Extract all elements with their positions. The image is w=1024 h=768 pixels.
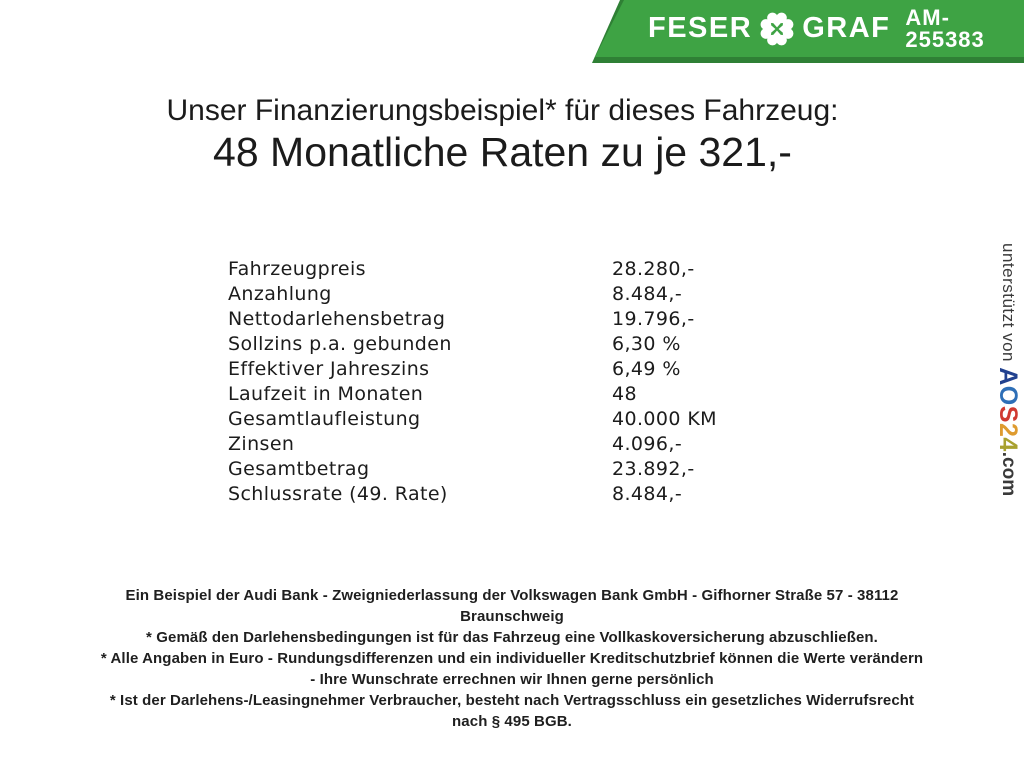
title-line-2: 48 Monatliche Raten zu je 321,-: [213, 129, 792, 175]
row-value: 23.892,-: [612, 457, 695, 480]
row-value: 8.484,-: [612, 482, 683, 505]
aos24-logo-letter: 4: [994, 437, 1022, 452]
dealer-banner: [580, 0, 1024, 63]
table-row: [228, 381, 717, 406]
disclaimer-line: * Gemäß den Darlehensbedingungen ist für das Fahrzeug eine Vollkaskoversicherung abzuschließen.: [146, 629, 878, 646]
table-row: [228, 356, 717, 381]
supported-by-text: unterstützt von: [999, 243, 1018, 368]
row-value: 19.796,-: [612, 307, 695, 330]
title-block: [0, 93, 1005, 175]
brand-name-graf: GRAF: [802, 12, 891, 44]
brand-name-feser: FESER: [648, 12, 753, 44]
aos24-logo-suffix: .com: [998, 451, 1019, 497]
banner-content: [580, 0, 1024, 57]
aos24-logo-letter: O: [994, 385, 1022, 406]
table-row: [228, 481, 717, 506]
row-value: 28.280,-: [612, 257, 695, 280]
table-row: [228, 456, 717, 481]
row-label: Fahrzeugpreis: [228, 257, 366, 280]
supported-by-watermark: [995, 243, 1020, 496]
row-label: Anzahlung: [228, 282, 332, 305]
table-row: [228, 256, 717, 281]
disclaimer-line: * Alle Angaben in Euro - Rundungsdifferenzen und ein individueller Kreditschutzbrief können die Werte verändern: [100, 650, 924, 667]
row-label: Sollzins p.a. gebunden: [228, 332, 452, 355]
row-label: Effektiver Jahreszins: [228, 357, 430, 380]
row-value: 48: [612, 382, 637, 405]
table-row: [228, 331, 717, 356]
vehicle-ref-number: AM-255383: [905, 4, 985, 52]
table-row: [228, 406, 717, 431]
row-label: Schlussrate (49. Rate): [228, 482, 448, 505]
disclaimer-line: * Ist der Darlehens-/Leasingnehmer Verbraucher, besteht nach Vertragsschluss ein gesetzliches Widerrufsrecht: [109, 692, 915, 709]
disclaimer-line: Ein Beispiel der Audi Bank - Zweigniederlassung der Volkswagen Bank GmbH - Gifhorner Straße 57 - 38112: [125, 587, 899, 604]
disclaimer-line: nach § 495 BGB.: [452, 713, 572, 730]
finance-table: [228, 256, 717, 506]
row-value: 6,49 %: [612, 357, 681, 380]
row-label: Nettodarlehensbetrag: [228, 307, 446, 330]
row-label: Gesamtbetrag: [228, 457, 370, 480]
aos24-logo-letter: S: [994, 405, 1022, 423]
table-row: [228, 431, 717, 456]
row-value: 4.096,-: [612, 432, 683, 455]
table-row: [228, 281, 717, 306]
row-label: Zinsen: [228, 432, 295, 455]
disclaimer-line: - Ihre Wunschrate errechnen wir Ihnen gerne persönlich: [310, 671, 714, 688]
row-label: Gesamtlaufleistung: [228, 407, 421, 430]
row-value: 6,30 %: [612, 332, 681, 355]
disclaimer-line: Braunschweig: [460, 608, 564, 625]
table-row: [228, 306, 717, 331]
aos24-logo-letter: 2: [994, 422, 1022, 438]
row-label: Laufzeit in Monaten: [228, 382, 424, 405]
footer-disclaimer: [0, 585, 1024, 732]
clover-icon: [759, 11, 795, 47]
row-value: 8.484,-: [612, 282, 683, 305]
aos24-logo-letter: A: [994, 367, 1022, 386]
row-value: 40.000 KM: [612, 407, 717, 430]
title-line-1: Unser Finanzierungsbeispiel* für dieses Fahrzeug:: [166, 94, 839, 127]
